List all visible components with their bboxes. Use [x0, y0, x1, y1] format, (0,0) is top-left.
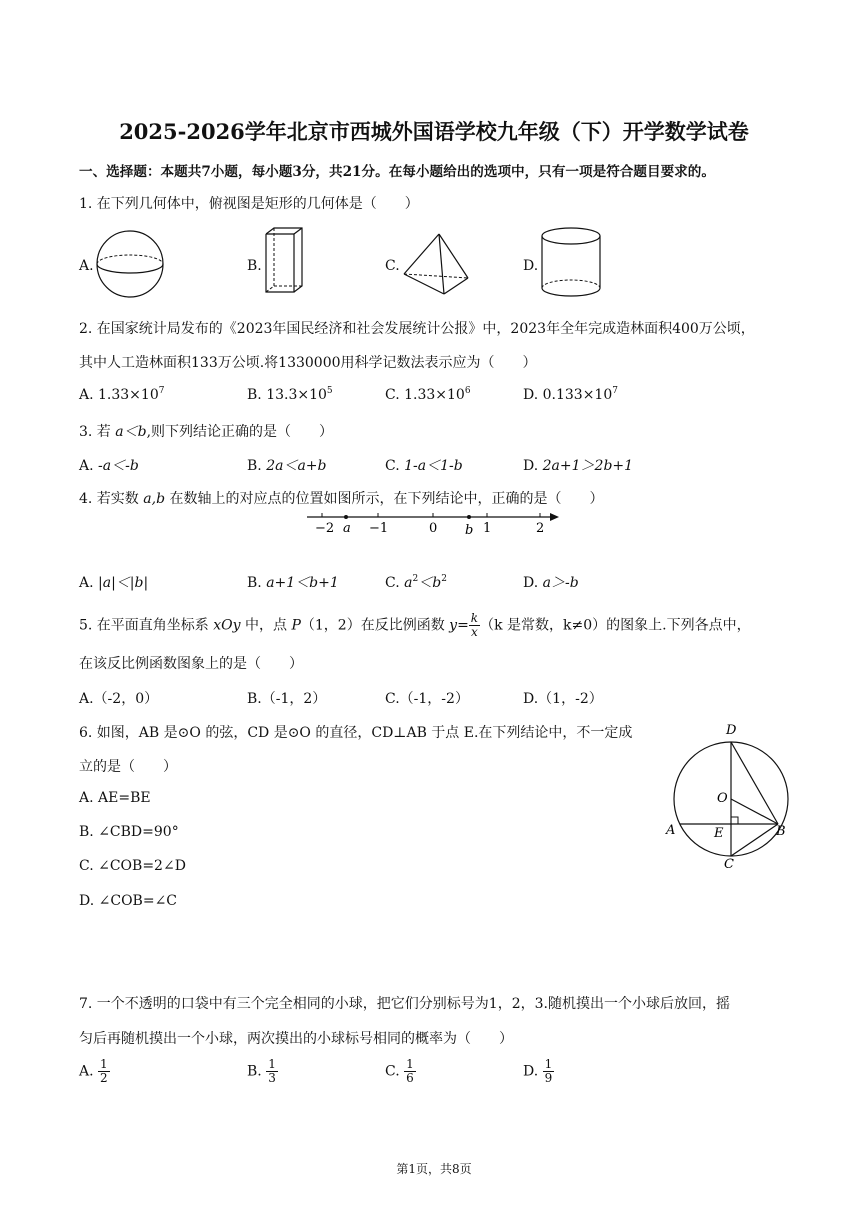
- point-label-o: O: [717, 791, 728, 806]
- pyramid-figure: [402, 232, 472, 298]
- axis-label-1: 1: [483, 521, 492, 536]
- q7-option-d: D. $\frac{1}{9}$: [523, 1057, 553, 1085]
- axis-label-2: 2: [536, 521, 545, 536]
- q6-option-b: B. ∠CBD=90°: [79, 824, 179, 840]
- axis-label-b: b: [465, 523, 474, 538]
- point-label-d: D: [726, 723, 737, 738]
- q2-option-a: A. $1.33\times 10^7$: [79, 386, 165, 403]
- q2-option-c: C. $1.33\times 10^6$: [385, 386, 471, 403]
- q7-stem-line1: 7. 一个不透明的口袋中有三个完全相同的小球，把它们分别标号为1，2，3.随机摸出一个小球后放回，摇: [79, 996, 730, 1012]
- q2-stem-line2: 其中人工造林面积133万公顷.将1330000用科学记数法表示应为（ ）: [79, 355, 537, 371]
- q5-option-d: D.（1，-2）: [523, 691, 603, 707]
- section-heading: 一、选择题：本题共7小题，每小题3分，共21分。在每小题给出的选项中，只有一项是符合题目要求的。: [79, 164, 715, 180]
- q7-option-a: A. $\frac{1}{2}$: [79, 1057, 108, 1085]
- q5-stem-line1: 5. 在平面直角坐标系 xOy 中，点 P（1，2）在反比例函数 y= $\frac{k}{x}$ （k 是常数，k≠0）的图象上.下列各点中，: [79, 611, 751, 639]
- q5-option-a: A.（-2，0）: [79, 691, 159, 707]
- point-label-e: E: [714, 826, 724, 841]
- q7-option-c: C. $\frac{1}{6}$: [385, 1057, 414, 1085]
- q3-stem: 3. 若 a＜b,则下列结论正确的是（ ）: [79, 424, 334, 440]
- q1-option-c-label: C.: [385, 258, 400, 274]
- cuboid-figure: [263, 226, 305, 298]
- q4-option-d: D. a＞-b: [523, 575, 579, 591]
- q4-option-c: C. $a^2<b^2$: [385, 574, 447, 591]
- q6-option-a: A. AE=BE: [79, 790, 151, 806]
- page-title: 2025-2026学年北京市西城外国语学校九年级（下）开学数学试卷: [119, 119, 749, 144]
- q3-option-d: D. 2a+1＞2b+1: [523, 458, 634, 474]
- q2-option-d: D. $0.133\times 10^7$: [523, 386, 618, 403]
- q6-option-d: D. ∠COB=∠C: [79, 893, 178, 909]
- number-line-figure: [305, 510, 565, 536]
- sphere-figure: [94, 228, 168, 300]
- q4-stem: 4. 若实数 a,b 在数轴上的对应点的位置如图所示，在下列结论中，正确的是（ ）: [79, 491, 604, 507]
- q1-option-d-label: D.: [523, 258, 539, 274]
- point-label-a: A: [666, 823, 676, 838]
- page-footer: 第1页，共8页: [396, 1162, 472, 1176]
- point-label-c: C: [724, 857, 734, 872]
- q2-stem-line1: 2. 在国家统计局发布的《2023年国民经济和社会发展统计公报》中，2023年全年完成造林面积400万公顷，: [79, 321, 755, 337]
- axis-label-0: 0: [429, 521, 438, 536]
- q5-option-b: B.（-1，2）: [247, 691, 327, 707]
- cylinder-figure: [540, 226, 604, 300]
- circle-geometry-figure: [660, 718, 794, 870]
- axis-label-neg2: −2: [315, 521, 335, 536]
- q1-stem: 1. 在下列几何体中，俯视图是矩形的几何体是（ ）: [79, 196, 419, 212]
- q1-option-b-label: B.: [247, 258, 262, 274]
- q4-option-a: A. |a|＜|b|: [79, 575, 149, 591]
- q1-option-a-label: A.: [79, 258, 94, 274]
- q4-option-b: B. a+1＜b+1: [247, 575, 339, 591]
- q6-stem-line2: 立的是（ ）: [79, 759, 177, 775]
- q3-option-a: A. -a＜-b: [79, 458, 139, 474]
- axis-label-neg1: −1: [369, 521, 389, 536]
- q5-option-c: C.（-1，-2）: [385, 691, 469, 707]
- q5-stem-line2: 在该反比例函数图象上的是（ ）: [79, 656, 303, 672]
- q2-option-b: B. $13.3\times 10^5$: [247, 386, 333, 403]
- point-label-b: B: [776, 824, 786, 839]
- q6-option-c: C. ∠COB=2∠D: [79, 858, 186, 874]
- q7-option-b: B. $\frac{1}{3}$: [247, 1057, 276, 1085]
- q3-option-c: C. 1-a＜1-b: [385, 458, 463, 474]
- q7-stem-line2: 匀后再随机摸出一个小球，两次摸出的小球标号相同的概率为（ ）: [79, 1031, 513, 1047]
- q6-stem-line1: 6. 如图，AB 是⊙O 的弦，CD 是⊙O 的直径，CD⊥AB 于点 E.在下列结论中，不一定成: [79, 725, 633, 741]
- q3-option-b: B. 2a＜a+b: [247, 458, 327, 474]
- axis-label-a: a: [343, 521, 351, 536]
